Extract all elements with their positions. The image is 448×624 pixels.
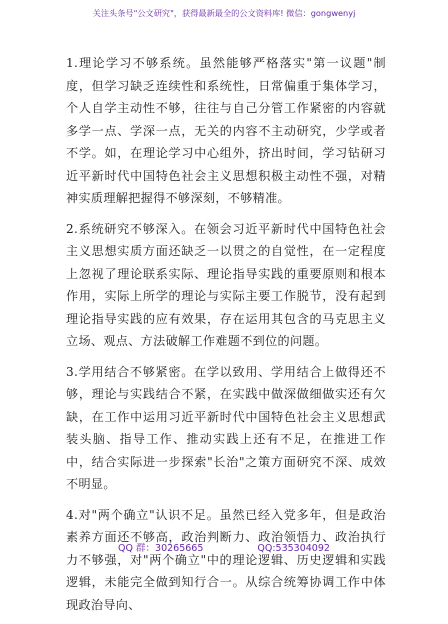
footer-qq-group: QQ 群：30265665 — [118, 543, 204, 554]
paragraph-2: 2.系统研究不够深入。在领会习近平新时代中国特色社会主义思想实质方面还缺乏一以贯之的自觉性，在一定程度上忽视了理论联系实际、理论指导实践的重要原则和根本作用，实际上所学的理论与实际主要工作脱节，没有起到理论指导实践的应有效果，存在运用其包含的马克思主义立场、观点、方法破解工作难题不到位的问题。 — [66, 221, 386, 348]
paragraph-4: 4.对"两个确立"认识不足。虽然已经入党多年，但是政治素养方面还不够高，政治判断力、政治领悟力、政治执行力不够强，对"两个确立"中的理论逻辑、历史逻辑和实践逻辑，未能完全做到知行合一。从综合统筹协调工作中体现政治导向、 — [66, 507, 386, 612]
document-body — [66, 52, 386, 624]
footer-contact — [0, 540, 448, 554]
header-notice: 关注头条号"公文研究"，获得最新最全的公文资料库! 微信：gongwenyj — [92, 8, 356, 18]
paragraph-1: 1.理论学习不够系统。虽然能够严格落实"第一议题"制度，但学习缺乏连续性和系统性，日常偏重于集体学习，个人自学主动性不够，往往与自己分管工作紧密的内容就多学一点、学深一点，无关的内容不主动研究，少学或者不学。如，在理论学习中心组外，挤出时间，学习钻研习近平新时代中国特色社会主义思想积极主动性不强，对精神实质理解把握得不够深刻，不够精准。 — [66, 56, 386, 205]
footer-qq: QQ:535304092 — [257, 543, 330, 554]
paragraph-3: 3.学用结合不够紧密。在学以致用、学用结合上做得还不够，理论与实践结合不紧，在实践中做深做细做实还有欠缺，在工作中运用习近平新时代中国特色社会主义思想武装头脑、指导工作、推动实践上还有不足，在推进工作中，结合实际进一步探索"长治"之策方面研究不深、成效不明显。 — [66, 364, 386, 491]
